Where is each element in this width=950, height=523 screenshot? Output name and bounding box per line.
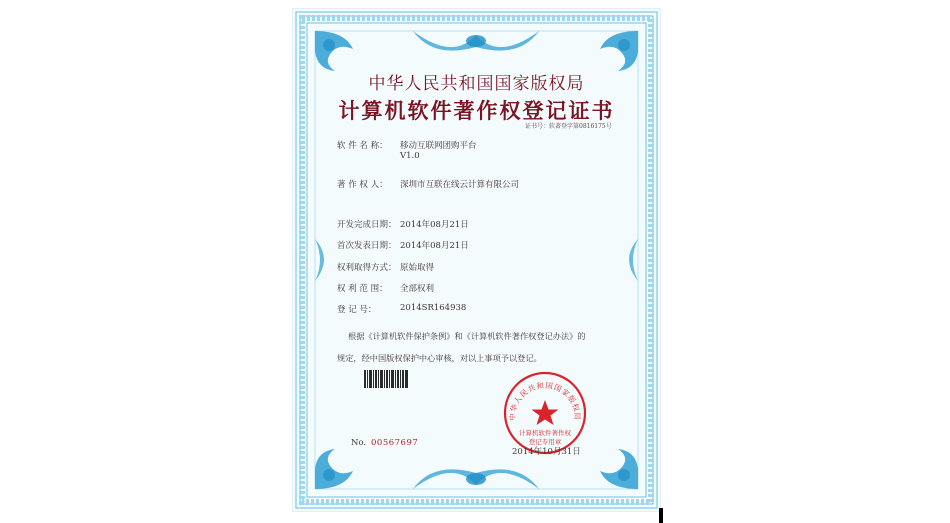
- field-label-software-name: 软 件 名 称：: [337, 141, 388, 151]
- seal-inner-line1: 计算机软件著作权: [519, 429, 571, 437]
- certificate-number: [525, 121, 612, 130]
- official-seal: [502, 370, 588, 456]
- issue-date: 2014年10月31日: [512, 447, 581, 457]
- field-value-first-publish-date: 2014年08月21日: [400, 241, 469, 251]
- serial-number: 00567697: [371, 438, 419, 448]
- certificate-title: 计算机软件著作权登记证书: [338, 98, 615, 123]
- field-value-acquisition-method: 原始取得: [400, 263, 435, 273]
- field-label-rights-scope: 权 利 范 围：: [337, 284, 388, 294]
- issuer-title: 中华人民共和国国家版权局: [368, 74, 585, 94]
- certificate: [293, 9, 660, 511]
- barcode: [363, 369, 409, 389]
- field-label-acquisition-method: 权利取得方式：: [337, 263, 397, 273]
- seal-inner-line2: 登记专用章: [528, 438, 562, 446]
- field-value-software-name: 移动互联网团购平台: [400, 141, 477, 151]
- field-value-registration-number: 2014SR164938: [400, 303, 467, 313]
- field-label-registration-number: 登 记 号：: [337, 305, 377, 315]
- field-label-completion-date: 开发完成日期：: [337, 220, 397, 230]
- serial-label: No.: [351, 438, 367, 448]
- legal-statement-line1: 根据《计算机软件保护条例》和《计算机软件著作权登记办法》的: [348, 331, 586, 341]
- certificate-number-label: 证书号：: [525, 123, 550, 130]
- field-label-first-publish-date: 首次发表日期：: [337, 241, 397, 251]
- field-value-completion-date: 2014年08月21日: [400, 220, 469, 230]
- field-value-copyright-owner: 深圳市互联在线云计算有限公司: [400, 180, 520, 190]
- edge-artifact: [659, 508, 663, 523]
- seal-outer-text: 中华人民共和国国家版权局: [507, 380, 583, 421]
- certificate-number-value: 软著登字第0816175号: [549, 123, 612, 130]
- field-value-version: V1.0: [400, 151, 420, 161]
- field-value-rights-scope: 全部权利: [400, 284, 435, 294]
- field-label-copyright-owner: 著 作 权 人：: [337, 180, 388, 190]
- legal-statement-line2: 规定，经中国版权保护中心审核，对以上事项予以登记。: [337, 353, 542, 363]
- seal-star-icon: [532, 400, 559, 425]
